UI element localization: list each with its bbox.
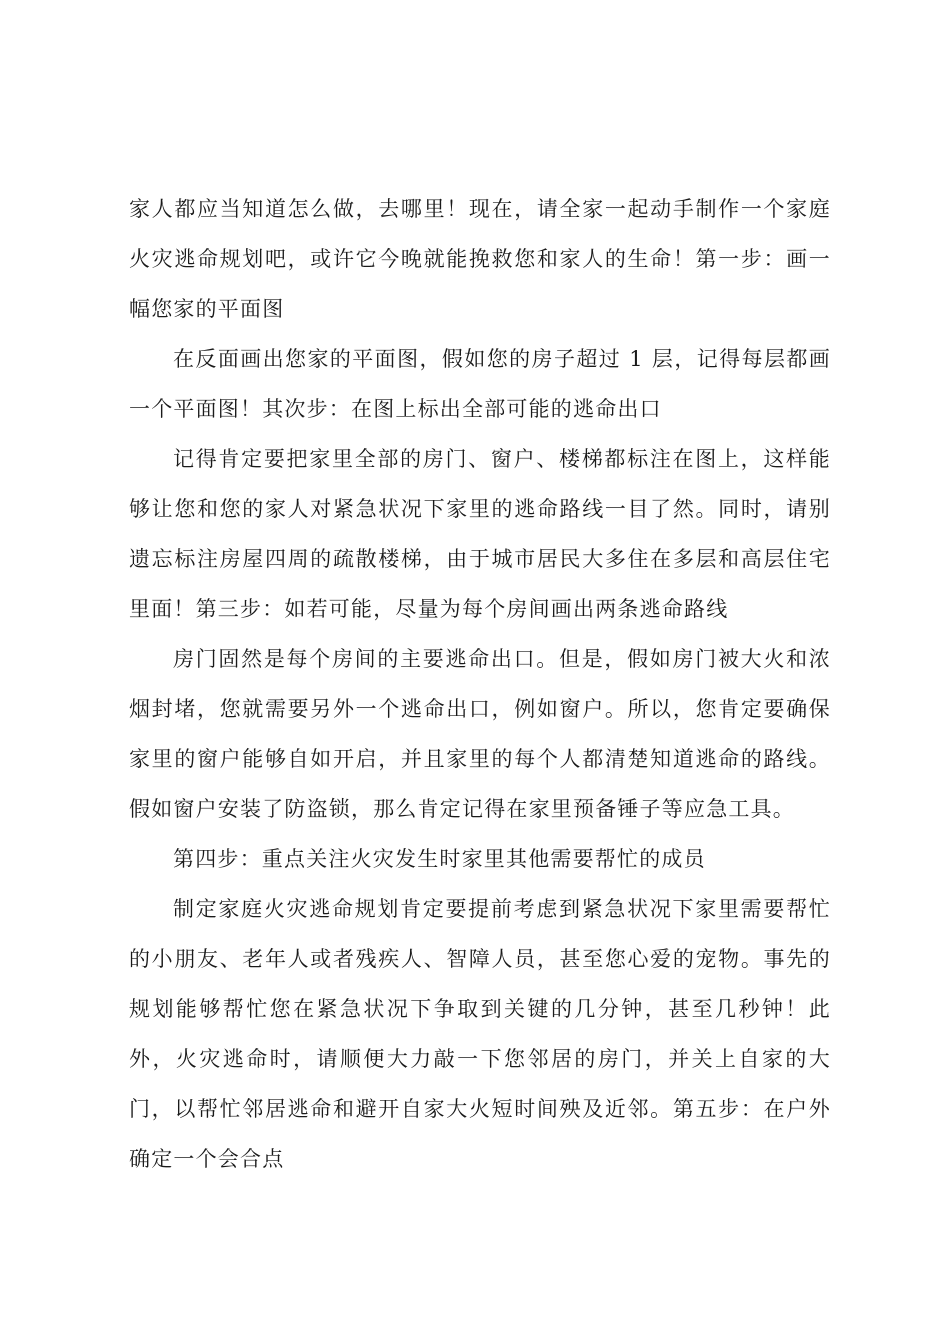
paragraph-two-routes: 房门固然是每个房间的主要逃命出口。但是，假如房门被大火和浓烟封堵，您就需要另外一个逃命出口，例如窗户。所以，您肯定要确保家里的窗户能够自如开启，并且家里的每个人都清楚知道逃命的路线。假如窗户安装了防盗锁，那么肯定记得在家里预备锤子等应急工具。 [129,647,831,821]
paragraph-step-four-heading: 第四步：重点关注火灾发生时家里其他需要帮忙的成员 [173,847,706,871]
paragraph-floor-plan: 在反面画出您家的平面图，假如您的房子超过 1 层，记得每层都画一个平面图！其次步：在图上标出全部可能的逃命出口 [129,347,831,421]
paragraph-mark-exits: 记得肯定要把家里全部的房门、窗户、楼梯都标注在图上，这样能够让您和您的家人对紧急状况下家里的逃命路线一目了然。同时，请别遗忘标注房屋四周的疏散楼梯，由于城市居民大多住在多层和高层住宅里面！第三步：如若可能，尽量为每个房间画出两条逃命路线 [129,447,831,621]
paragraph-continuation: 家人都应当知道怎么做，去哪里！现在，请全家一起动手制作一个家庭火灾逃命规划吧，或许它今晚就能挽救您和家人的生命！第一步：画一幅您家的平面图 [129,197,831,321]
paragraph-help-members: 制定家庭火灾逃命规划肯定要提前考虑到紧急状况下家里需要帮忙的小朋友、老年人或者残疾人、智障人员，甚至您心爱的宠物。事先的规划能够帮忙您在紧急状况下争取到关键的几分钟，甚至几秒钟！此外，火灾逃命时，请顺便大力敲一下您邻居的房门，并关上自家的大门，以帮忙邻居逃命和避开自家大火短时间殃及近邻。第五步：在户外确定一个会合点 [129,897,831,1171]
document-body [129,184,831,1184]
